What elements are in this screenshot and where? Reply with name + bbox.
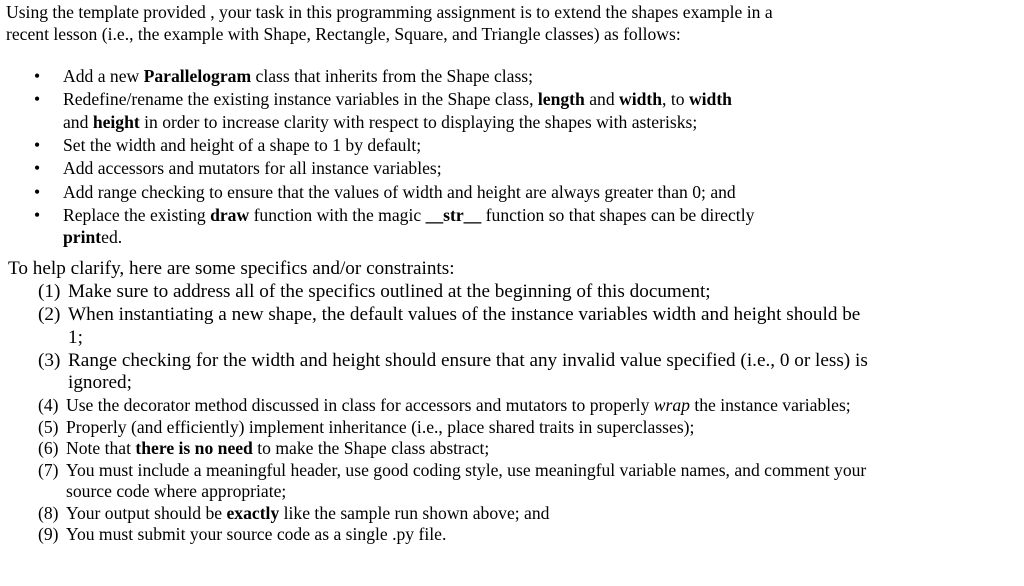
bullet-text: Add range checking to ensure that the values of width and height are always greater than 0; and: [63, 181, 736, 202]
item-text: Make sure to address all of the specifics outlined at the beginning of this document;: [68, 281, 711, 302]
bullet-text: in order to increase clarity with respect to displaying the shapes with asterisks;: [139, 111, 698, 132]
item-text: You must include a meaningful header, use good coding style, use meaningful variable names, and comment your source code where appropriate;: [66, 459, 867, 501]
bullet-icon: •: [34, 181, 41, 202]
bullet-text: class that inherits from the Shape class;: [251, 66, 534, 86]
item-number: (9): [38, 524, 59, 545]
list-item: [0, 524, 880, 545]
bold-term: height: [92, 111, 140, 132]
task-bullet-list: [0, 65, 800, 250]
bullet-text: Replace the existing: [63, 204, 211, 225]
item-number: (7): [38, 459, 59, 480]
bold-term: Parallelogram: [143, 66, 252, 86]
item-number: (4): [38, 395, 59, 415]
item-number: (3): [38, 349, 61, 371]
list-item: [0, 304, 880, 349]
list-item: [0, 395, 880, 416]
list-item: [0, 65, 800, 88]
bullet-text: and: [584, 89, 620, 110]
bold-term: there is no need: [135, 438, 253, 459]
item-text: Use the decorator method discussed in class for accessors and mutators to properly: [66, 395, 654, 415]
item-text: When instantiating a new shape, the default values of the instance variables width and height should be 1;: [68, 304, 861, 348]
list-item: [0, 460, 880, 502]
bullet-icon: •: [34, 135, 41, 156]
bullet-text: function so that shapes can be directly: [481, 204, 755, 225]
bullet-text: function with the magic: [249, 204, 426, 225]
item-text: You must submit your source code as a single .py file.: [66, 524, 447, 545]
italic-term: wrap: [653, 395, 690, 415]
bold-term: __str__: [425, 204, 482, 225]
list-item: [0, 281, 880, 304]
intro-paragraph: Using the template provided , your task in this programming assignment is to extend the shapes example in a recent lesson (i.e., the example with Shape, Rectangle, Square, and Triangle classes) as follows:: [6, 2, 773, 44]
bullet-icon: •: [34, 158, 41, 179]
item-text: Your output should be: [66, 502, 227, 523]
bullet-icon: •: [34, 66, 41, 86]
item-text: Note that: [66, 438, 136, 459]
item-number: (1): [38, 281, 61, 302]
bullet-text: Redefine/rename the existing instance variables in the Shape class,: [63, 89, 538, 110]
bullet-text: Set the width and height of a shape to 1 by default;: [63, 135, 422, 156]
bullet-text: and: [63, 111, 93, 132]
list-item: [0, 204, 800, 249]
bold-term: print: [63, 227, 102, 248]
bold-term: draw: [210, 204, 250, 225]
list-item: [0, 134, 800, 157]
item-number: (2): [38, 304, 61, 325]
list-item: [0, 350, 880, 395]
list-item: [0, 503, 880, 524]
list-item: [0, 181, 800, 204]
item-number: (8): [38, 502, 59, 523]
item-number: (5): [38, 416, 59, 437]
bold-term: width: [619, 89, 663, 110]
bold-term: length: [537, 89, 585, 110]
item-number: (6): [38, 438, 59, 459]
bold-term: width: [688, 89, 732, 110]
item-text: to make the Shape class abstract;: [252, 438, 490, 459]
list-item: [0, 157, 800, 180]
bullet-text: ed.: [101, 227, 123, 248]
constraints-list: [0, 281, 880, 546]
bullet-text: Add a new: [63, 66, 144, 86]
bullet-text: , to: [662, 89, 689, 110]
bullet-icon: •: [34, 89, 41, 110]
list-item: [0, 88, 800, 133]
item-text: the instance variables;: [689, 395, 851, 415]
list-item: [0, 417, 880, 438]
item-text: Range checking for the width and height should ensure that any invalid value specified (i.e., 0 or less) is ignored;: [68, 349, 868, 393]
bold-term: exactly: [226, 502, 280, 523]
item-text: Properly (and efficiently) implement inheritance (i.e., place shared traits in superclasses);: [66, 416, 695, 437]
bullet-text: Add accessors and mutators for all instance variables;: [63, 158, 442, 179]
list-item: [0, 438, 880, 459]
item-text: like the sample run shown above; and: [279, 502, 550, 523]
constraints-heading: To help clarify, here are some specifics and/or constraints:: [8, 258, 455, 279]
bullet-icon: •: [34, 204, 41, 225]
